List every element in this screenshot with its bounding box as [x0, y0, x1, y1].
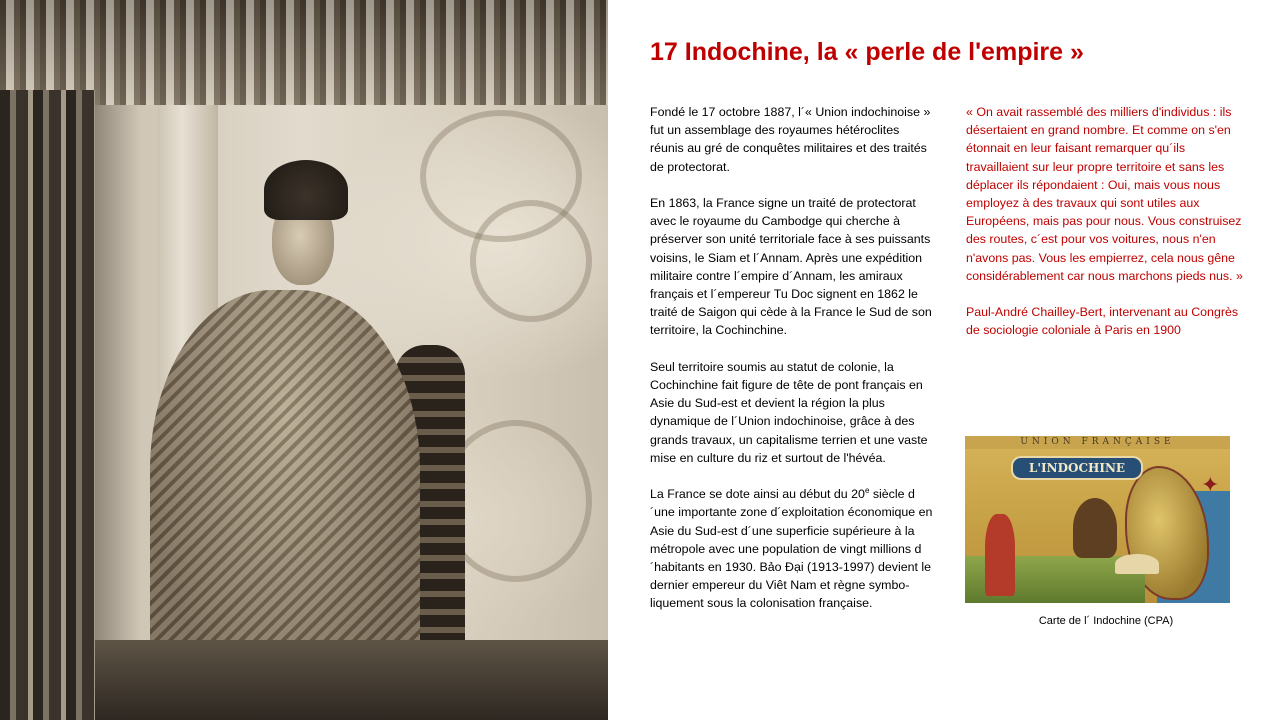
emperor-headdress — [264, 160, 348, 220]
paragraph-protectorat: En 1863, la France signe un traité de protectorat avec le royaume du Cambodge qui cherche à préserver son unité territoriale face à ses puissants voisins, le Siam et l´Annam. Après une expédition militaire contre l´empire d´Annam, les amiraux français et l´empereur Tu Doc signent en 1862 le traité de Saigon qui cède à la France le Sud de son territoire, la Cochinchine. — [650, 196, 932, 338]
quote-column — [966, 103, 1248, 358]
paragraph-exploitation — [650, 485, 935, 612]
quote-text: « On avait rassemblé des milliers d'individus : ils désertaient en grand nombre. Et comme on s'en étonnait en leur faisant remarquer qu´ils travaillaient sur leur propre territoire et sans les déplacer ils répondaient : Oui, mais vous nous employez à des travaux qui sont utiles aux Européens, mais pas pour nous. Vous construisez des routes, c´est pour vos voitures, nous n'en n'avons pas. Vous les empierrez, cela nous gêne considérablement car nous marchons pieds nus. » — [966, 105, 1243, 283]
text-segment: siècle d´une importante zone d´exploitation économique en Asie du Sud-est d´une superficie supérieure à la métropole avec une population de vingt millions d´habitants en 1930. Bảo Đại (1913-1997) devient le dernier empereur du Viêt Nam et règne symbo-liquement sous la colonisation française. — [650, 487, 933, 611]
floor-carpet — [95, 640, 608, 720]
paragraph-union-indochinoise: Fondé le 17 octobre 1887, l´« Union indochinoise » fut un assemblage des royaumes hétéroclites réunis au gré de conquêtes militaires et des traités de protectorat. — [650, 105, 931, 174]
left-curtain — [0, 90, 95, 720]
dragon-motif — [470, 200, 592, 322]
emperor-portrait-photo — [0, 0, 608, 720]
postcard-banner: UNION FRANÇAISE — [965, 436, 1230, 449]
postcard-caption: Carte de l´ Indochine (CPA) — [1038, 615, 1174, 627]
postcard-woman — [985, 514, 1015, 596]
quote-attribution: Paul-André Chailley-Bert, intervenant au Congrès de sociologie coloniale à Paris en 1900 — [966, 305, 1239, 338]
emperor-robe — [150, 290, 420, 690]
body-text-column — [650, 103, 935, 631]
postcard-conical-hat — [1115, 554, 1159, 574]
indochine-postcard-image — [965, 436, 1230, 603]
postcard-buddha — [1073, 498, 1117, 558]
compass-rose-icon: ✦ — [1201, 472, 1220, 497]
postcard-title-badge: L'INDOCHINE — [1011, 456, 1143, 480]
text-segment: La France se dote ainsi au début du 20 — [650, 487, 865, 502]
paragraph-cochinchine: Seul territoire soumis au statut de colonie, la Cochinchine fait figure de tête de pont français en Asie du Sud-est et devient la région la plus dynamique de l´Union indochinoise, grâce à des grands travaux, un capitalisme terrien et une vaste mise en culture du riz et surtout de l'hévéa. — [650, 359, 928, 465]
superscript: e — [864, 486, 870, 496]
page-title: 17 Indochine, la « perle de l'empire » — [650, 38, 1084, 66]
